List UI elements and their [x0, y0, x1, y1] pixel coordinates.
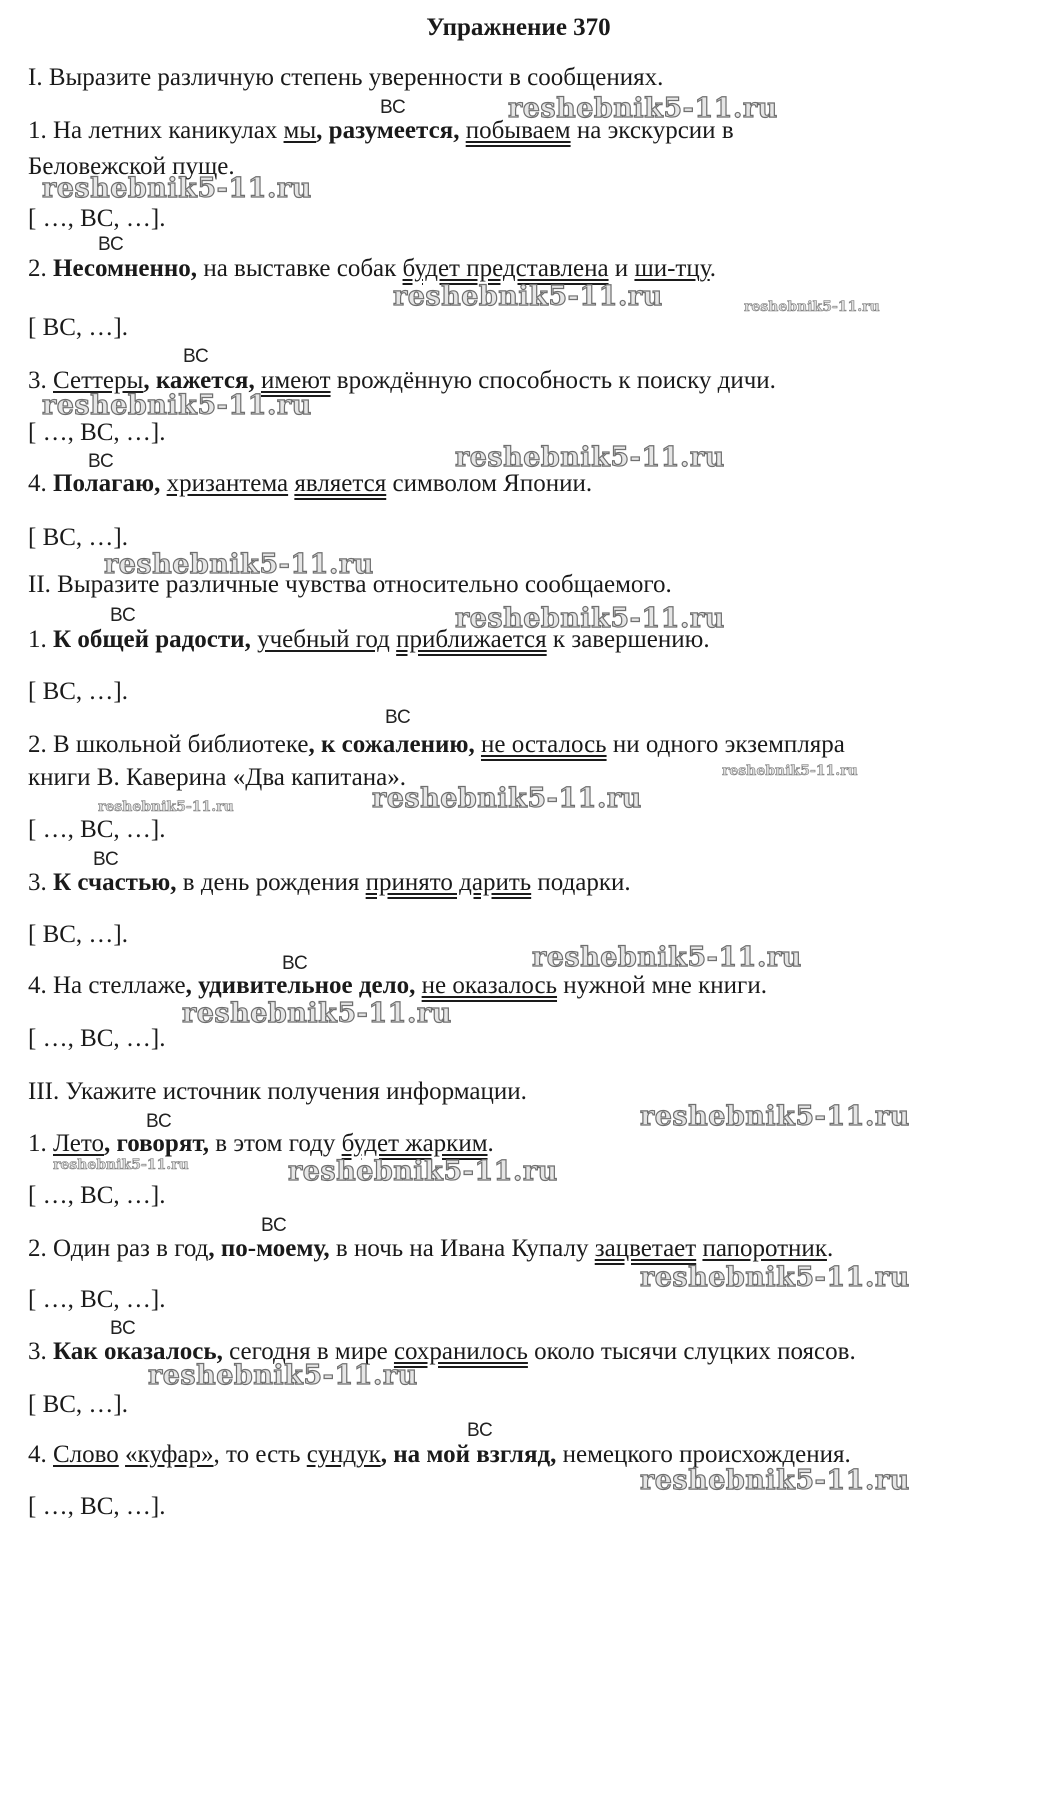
s2-sentence-3	[28, 868, 631, 898]
watermark: reshebnik5-11.ru	[455, 603, 725, 634]
text: ,	[316, 117, 323, 144]
scheme: [ …, ВС, …].	[28, 419, 166, 446]
text: нужной мне книги.	[557, 972, 767, 999]
predicate: побываем	[465, 117, 571, 144]
text: , то есть	[213, 1441, 307, 1468]
watermark: reshebnik5-11.ru	[104, 549, 374, 580]
text: на выставке собак	[197, 255, 403, 282]
watermark: reshebnik5-11.ru	[744, 299, 880, 315]
vc-label: ВС	[380, 97, 406, 118]
text: сегодня в мире	[222, 1338, 394, 1365]
scheme: [ ВС, …].	[28, 314, 128, 341]
s1-sentence-4	[28, 469, 592, 499]
text: 3.	[28, 1338, 53, 1365]
introductory-word: К счастью,	[53, 869, 177, 896]
watermark: reshebnik5-11.ru	[640, 1465, 910, 1496]
introductory-word: , к сожалению,	[308, 731, 475, 758]
introductory-word: разумеется,	[322, 117, 460, 144]
watermark: reshebnik5-11.ru	[42, 390, 312, 421]
vc-label: ВС	[98, 234, 124, 255]
predicate: зацветает	[594, 1235, 697, 1262]
text: 3.	[28, 869, 53, 896]
scheme: [ ВС, …].	[28, 921, 128, 948]
scheme: [ …, ВС, …].	[28, 816, 166, 843]
introductory-word: , кажется,	[143, 367, 255, 394]
watermark: reshebnik5-11.ru	[640, 1101, 910, 1132]
predicate: является	[294, 470, 387, 497]
vc-label: ВС	[467, 1420, 493, 1441]
vc-label: ВС	[385, 707, 411, 728]
predicate: не оказалось	[421, 972, 558, 999]
s1-sentence-2	[28, 254, 716, 284]
text: 4. На стеллаже	[28, 972, 186, 999]
text: 2.	[28, 255, 53, 282]
s2-sentence-2	[28, 730, 845, 760]
predicate: принято дарить	[365, 869, 532, 896]
subject: папоротник	[702, 1235, 827, 1262]
text: .	[487, 1130, 494, 1157]
text: в этом году	[209, 1130, 342, 1157]
s1-sentence-1-line-2: Беловежской пуще.	[28, 153, 235, 180]
scheme: [ …, ВС, …].	[28, 1493, 166, 1520]
vc-label: ВС	[110, 605, 136, 626]
vc-label: ВС	[183, 346, 209, 367]
introductory-word: Как оказалось,	[53, 1338, 223, 1365]
predicate: приближается	[396, 626, 547, 653]
subject: сундук	[306, 1441, 381, 1468]
vc-label: ВС	[282, 953, 308, 974]
text: 4.	[28, 470, 53, 497]
vc-label: ВС	[88, 451, 114, 472]
introductory-word: , на мой взгляд,	[380, 1441, 557, 1468]
text: символом Японии.	[386, 470, 593, 497]
introductory-word: Полагаю,	[53, 470, 161, 497]
vc-label: ВС	[146, 1111, 172, 1132]
subject: мы	[283, 117, 317, 144]
scheme: [ ВС, …].	[28, 524, 128, 551]
subject: Сеттеры	[53, 367, 144, 394]
text: врождённую способность к поиску дичи.	[330, 367, 776, 394]
text: в ночь на Ивана Купалу	[329, 1235, 595, 1262]
section-3-heading: III. Укажите источник получения информации.	[28, 1078, 527, 1105]
scheme: [ ВС, …].	[28, 1391, 128, 1418]
text: .	[826, 1235, 834, 1262]
vc-label: ВС	[261, 1215, 287, 1236]
watermark: reshebnik5-11.ru	[532, 942, 802, 973]
subject: хризантема	[166, 470, 289, 497]
watermark: reshebnik5-11.ru	[98, 799, 234, 815]
text: в день рождения	[176, 869, 366, 896]
watermark: reshebnik5-11.ru	[182, 998, 452, 1029]
watermark: reshebnik5-11.ru	[53, 1157, 189, 1173]
text: немецкого происхождения.	[556, 1441, 851, 1468]
vc-label: ВС	[110, 1318, 136, 1339]
watermark: reshebnik5-11.ru	[722, 763, 858, 779]
scheme: [ ВС, …].	[28, 678, 128, 705]
s2-sentence-4	[28, 971, 767, 1001]
s2-sentence-2-line-2: книги В. Каверина «Два капитана».	[28, 764, 406, 791]
text: к завершению.	[546, 626, 710, 653]
text: 1.	[28, 1130, 53, 1157]
scheme: [ …, ВС, …].	[28, 205, 166, 232]
subject: Лето	[53, 1130, 104, 1157]
introductory-word: , удивительное дело,	[185, 972, 416, 999]
page-title: Упражнение 370	[426, 14, 611, 41]
predicate: имеют	[260, 367, 331, 394]
vc-label: ВС	[93, 849, 119, 870]
scheme: [ …, ВС, …].	[28, 1182, 166, 1209]
subject: ши-тцу	[634, 255, 710, 282]
s3-sentence-1	[28, 1129, 494, 1159]
subject: «куфар»	[125, 1441, 214, 1468]
watermark: reshebnik5-11.ru	[42, 173, 312, 204]
subject: учебный год	[257, 626, 390, 653]
scheme: [ …, ВС, …].	[28, 1286, 166, 1313]
text: и	[608, 255, 635, 282]
text: около тысячи слуцких поясов.	[527, 1338, 856, 1365]
introductory-word: Несомненно,	[53, 255, 198, 282]
text: 1.	[28, 626, 53, 653]
watermark: reshebnik5-11.ru	[148, 1360, 418, 1391]
watermark: reshebnik5-11.ru	[640, 1262, 910, 1293]
watermark: reshebnik5-11.ru	[508, 93, 778, 124]
text: .	[709, 255, 716, 282]
subject: Слово	[53, 1441, 119, 1468]
text: 2. Один раз в год	[28, 1235, 209, 1262]
introductory-word: , по-моему,	[208, 1235, 330, 1262]
introductory-word: К общей радости,	[53, 626, 251, 653]
watermark: reshebnik5-11.ru	[288, 1156, 558, 1187]
predicate: не осталось	[480, 731, 607, 758]
s3-sentence-2	[28, 1234, 833, 1264]
text: 2. В школьной библиотеке	[28, 731, 309, 758]
scheme: [ …, ВС, …].	[28, 1025, 166, 1052]
watermark: reshebnik5-11.ru	[455, 442, 725, 473]
watermark: reshebnik5-11.ru	[393, 281, 663, 312]
text: 1. На летних каникулах	[28, 117, 284, 144]
predicate: сохранилось	[393, 1338, 528, 1365]
predicate: будет жарким	[341, 1130, 488, 1157]
text: 4.	[28, 1441, 53, 1468]
section-2-heading: II. Выразите различные чувства относительно сообщаемого.	[28, 571, 672, 598]
text: подарки.	[531, 869, 631, 896]
introductory-word: , говорят,	[103, 1130, 210, 1157]
text: 3.	[28, 367, 53, 394]
watermark: reshebnik5-11.ru	[372, 783, 642, 814]
text: на экскурсии в	[570, 117, 734, 144]
section-1-heading: I. Выразите различную степень уверенности в сообщениях.	[28, 64, 664, 91]
predicate: будет представлена	[402, 255, 609, 282]
text: ни одного экземпляра	[606, 731, 845, 758]
